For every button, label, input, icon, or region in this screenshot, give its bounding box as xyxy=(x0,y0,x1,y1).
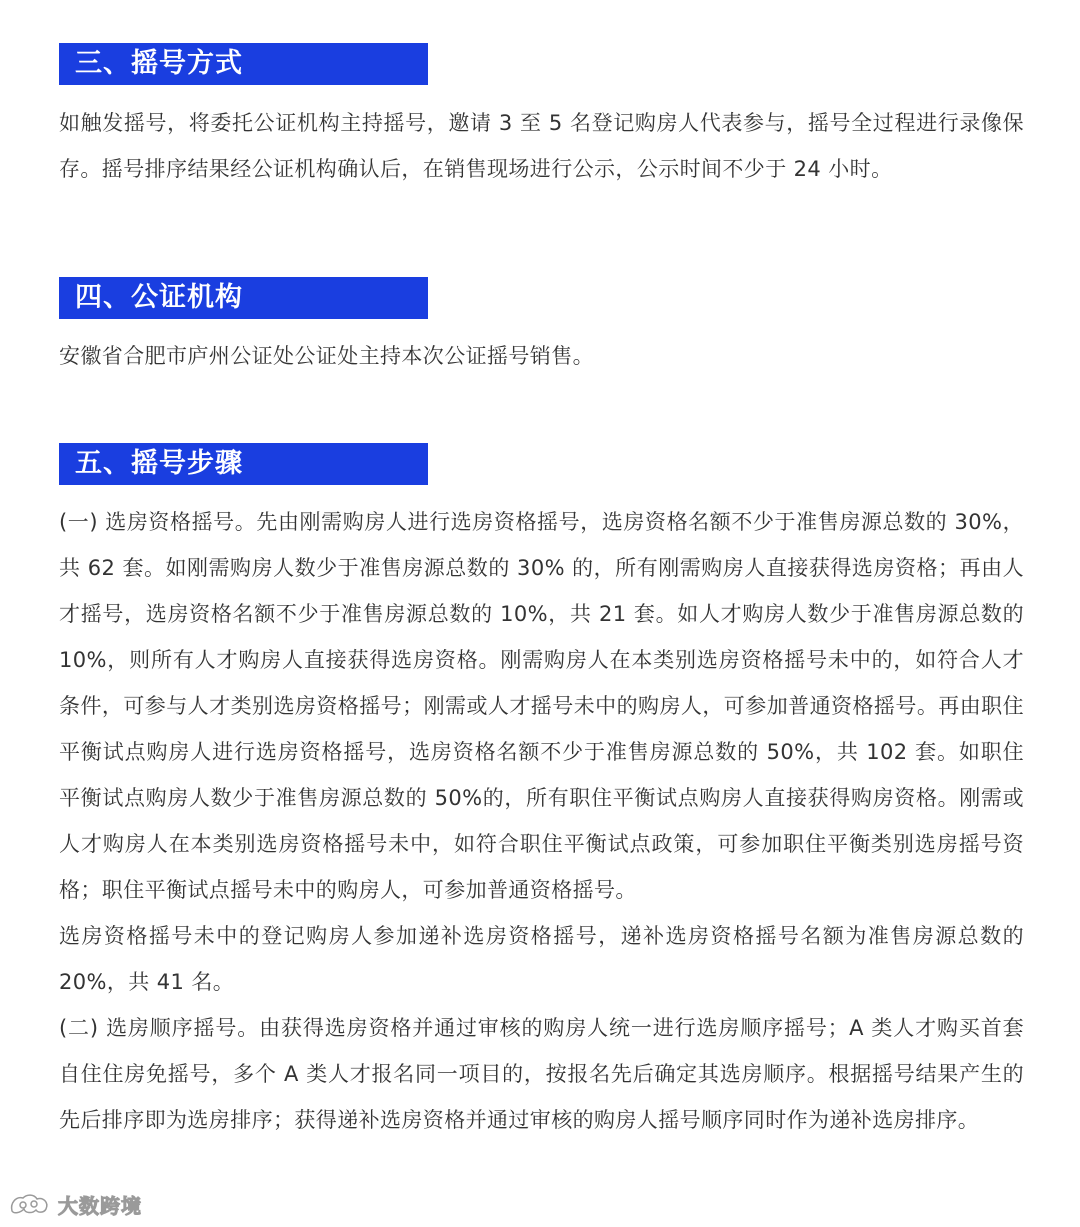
section-text: 安徽省合肥市庐州公证处公证处主持本次公证摇号销售。 xyxy=(59,344,594,368)
watermark-text: 大数跨境 xyxy=(58,1193,142,1218)
section-title-lottery-steps: 五、摇号步骤 xyxy=(59,443,428,485)
watermark xyxy=(8,1189,142,1219)
section-text: 如触发摇号，将委托公证机构主持摇号，邀请 3 至 5 名登记购房人代表参与，摇号全过程进行录像保存。摇号排序结果经公证机构确认后，在销售现场进行公示，公示时间不少于 24 小时。 xyxy=(59,111,1024,181)
section-title-notary: 四、公证机构 xyxy=(59,277,428,319)
section-text: (二) 选房顺序摇号。由获得选房资格并通过审核的购房人统一进行选房顺序摇号；A 类人才购买首套自住住房免摇号，多个 A 类人才报名同一项目的，按报名先后确定其选房顺序。根据摇号结果产生的先后排序即为选房排序；获得递补选房资格并通过审核的购房人摇号顺序同时作为递补选房排序。 xyxy=(59,1016,1024,1132)
section-text: (一) 选房资格摇号。先由刚需购房人进行选房资格摇号，选房资格名额不少于准售房源总数的 30%，共 62 套。如刚需购房人数少于准售房源总数的 30% 的，所有刚需购房人直接获得选房资格；再由人才摇号，选房资格名额不少于准售房源总数的 10%，共 21 套。如人才购房人数少于准售房源总数的 10%，则所有人才购房人直接获得选房资格。刚需购房人在本类别选房资格摇号未中的，如符合人才条件，可参与人才类别选房资格摇号；刚需或人才摇号未中的购房人，可参加普通资格摇号。再由职住平衡试点购房人进行选房资格摇号，选房资格名额不少于准售房源总数的 50%，共 102 套。如职住平衡试点购房人数少于准售房源总数的 50%的，所有职住平衡试点购房人直接获得购房资格。刚需或人才购房人在本类别选房资格摇号未中，如符合职住平衡试点政策，可参加职住平衡类别选房摇号资格；职住平衡试点摇号未中的购房人，可参加普通资格摇号。 xyxy=(59,510,1024,902)
brand-logo-icon xyxy=(8,1191,52,1217)
section-text: 选房资格摇号未中的登记购房人参加递补选房资格摇号，递补选房资格摇号名额为准售房源总数的 20%，共 41 名。 xyxy=(59,924,1024,994)
section-title-lottery-method: 三、摇号方式 xyxy=(59,43,428,85)
